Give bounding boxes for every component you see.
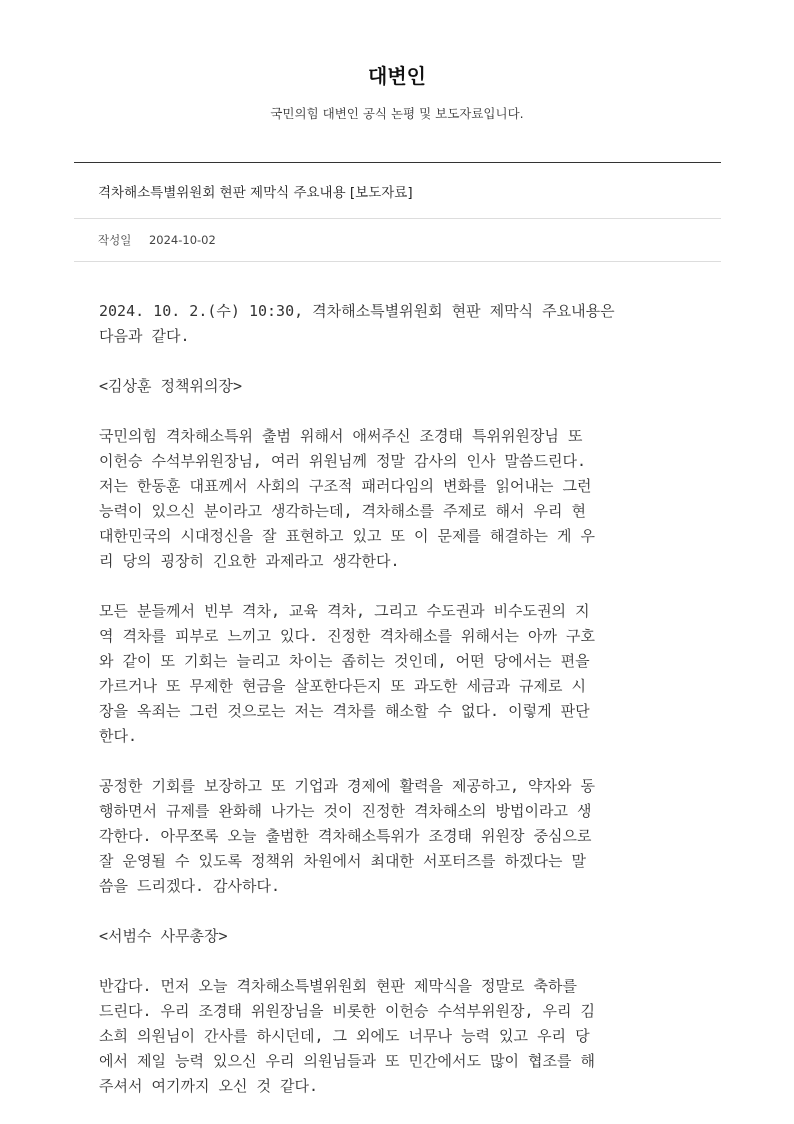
text-line: 모든 분들께서 빈부 격차, 교육 격차, 그리고 수도권과 비수도권의 지 (99, 602, 590, 620)
text-line: 리 당의 굉장히 긴요한 과제라고 생각한다. (99, 552, 400, 570)
text-line: <서범수 사무총장> (99, 927, 228, 945)
text-line: 가르거나 또 무제한 현금을 살포한다든지 또 과도한 세금과 규제로 시 (99, 677, 586, 695)
text-line: 국민의힘 격차해소특위 출범 위해서 애써주신 조경태 특위위원장님 또 (99, 427, 583, 445)
text-line: 주셔서 여기까지 오신 것 같다. (99, 1077, 319, 1095)
date-label: 작성일 (98, 233, 132, 247)
paragraph (99, 299, 699, 349)
site-description: 국민의힘 대변인 공식 논평 및 보도자료입니다. (270, 106, 524, 121)
text-line: 저는 한동훈 대표께서 사회의 구조적 패러다임의 변화를 읽어내는 그런 (99, 477, 592, 495)
text-line: 대한민국의 시대정신을 잘 표현하고 있고 또 이 문제를 해결하는 게 우 (99, 527, 596, 545)
text-line: 한다. (99, 727, 138, 745)
paragraph (99, 424, 699, 574)
site-title: 대변인 (368, 64, 426, 88)
text-line: 잘 운영될 수 있도록 정책위 차원에서 최대한 서포터즈를 하겠다는 말 (99, 852, 586, 870)
text-line: 장을 옥죄는 그런 것으로는 저는 격차를 해소할 수 없다. 이렇게 판단 (99, 702, 590, 720)
text-line: 각한다. 아무쪼록 오늘 출범한 격차해소특위가 조경태 위원장 중심으로 (99, 827, 592, 845)
paragraph (99, 599, 699, 749)
meta-divider (74, 261, 721, 262)
header-divider (74, 162, 721, 163)
article-body (99, 299, 699, 1124)
speaker-heading (99, 924, 699, 949)
speaker-heading (99, 374, 699, 399)
text-line: 에서 제일 능력 있으신 우리 의원님들과 또 민간에서도 많이 협조를 해 (99, 1052, 596, 1070)
paragraph (99, 974, 699, 1099)
text-line: <김상훈 정책위의장> (99, 377, 243, 395)
text-line: 드린다. 우리 조경태 위원장님을 비롯한 이헌승 수석부위원장, 우리 김 (99, 1002, 596, 1020)
text-line: 이헌승 수석부위원장님, 여러 위원님께 정말 감사의 인사 말씀드린다. (99, 452, 586, 470)
text-line: 능력이 있으신 분이라고 생각하는데, 격차해소를 주제로 해서 우리 현 (99, 502, 586, 520)
text-line: 행하면서 규제를 완화해 나가는 것이 진정한 격차해소의 방법이라고 생 (99, 802, 592, 820)
post-meta (98, 232, 216, 248)
text-line: 소희 의원님이 간사를 하시던데, 그 외에도 너무나 능력 있고 우리 당 (99, 1027, 590, 1045)
text-line: 역 격차를 피부로 느끼고 있다. 진정한 격차해소를 위해서는 아까 구호 (99, 627, 596, 645)
text-line: 씀을 드리겠다. 감사하다. (99, 877, 281, 895)
text-line: 다음과 같다. (99, 327, 190, 345)
title-divider (74, 218, 721, 219)
post-title: 격차해소특별위원회 현판 제막식 주요내용 [보도자료] (98, 185, 413, 201)
paragraph (99, 774, 699, 899)
text-line: 공정한 기회를 보장하고 또 기업과 경제에 활력을 제공하고, 약자와 동 (99, 777, 596, 795)
post-date: 2024-10-02 (148, 233, 216, 247)
text-line: 와 같이 또 기회는 늘리고 차이는 좁히는 것인데, 어떤 당에서는 편을 (99, 652, 590, 670)
text-line: 2024. 10. 2.(수) 10:30, 격차해소특별위원회 현판 제막식 주요내용은 (99, 302, 615, 320)
text-line: 반갑다. 먼저 오늘 격차해소특별위원회 현판 제막식을 정말로 축하를 (99, 977, 577, 995)
